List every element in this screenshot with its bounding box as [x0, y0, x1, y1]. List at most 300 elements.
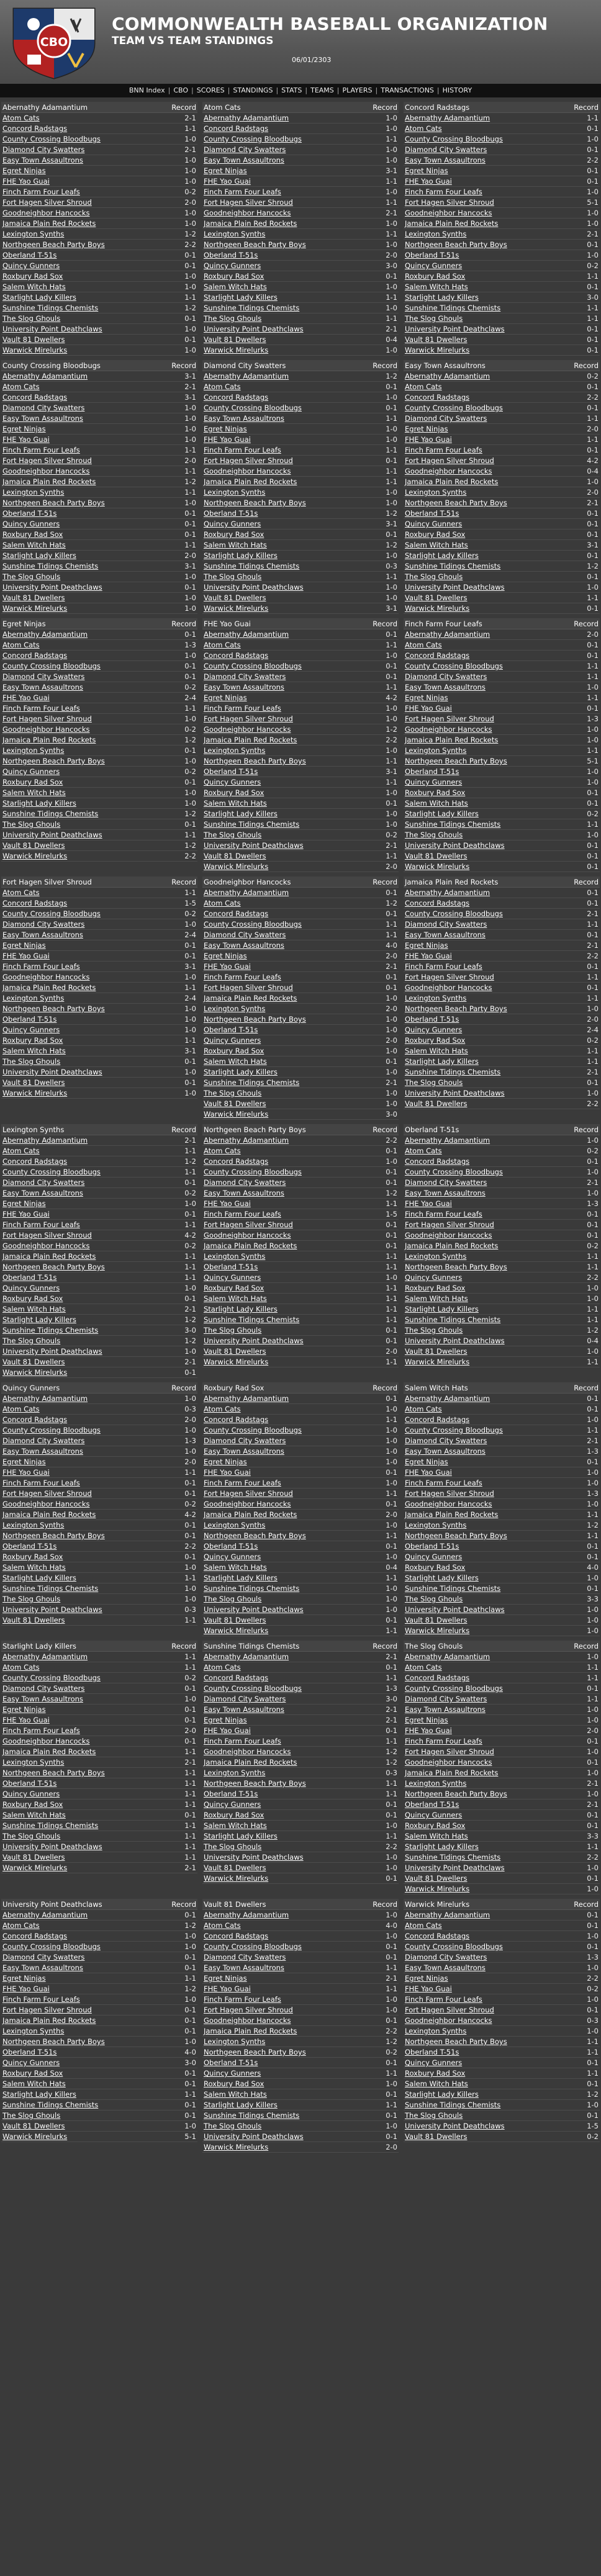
- opponent-link[interactable]: The Slog Ghouls: [405, 572, 463, 581]
- opponent-link[interactable]: Sunshine Tidings Chemists: [204, 1078, 300, 1087]
- opponent-link[interactable]: Sunshine Tidings Chemists: [2, 562, 99, 570]
- opponent-link[interactable]: Egret Ninjas: [204, 693, 247, 702]
- opponent-link[interactable]: Concord Radstags: [2, 899, 68, 907]
- opponent-link[interactable]: Concord Radstags: [405, 651, 470, 660]
- opponent-link[interactable]: Starlight Lady Killers: [405, 1305, 479, 1313]
- opponent-link[interactable]: Atom Cats: [204, 1921, 241, 1930]
- opponent-link[interactable]: Abernathy Adamantium: [204, 1136, 289, 1145]
- opponent-link[interactable]: County Crossing Bloodbugs: [2, 135, 101, 143]
- opponent-link[interactable]: Fort Hagen Silver Shroud: [405, 973, 494, 981]
- opponent-link[interactable]: Salem Witch Hats: [204, 1563, 267, 1572]
- opponent-link[interactable]: Lexington Synths: [2, 488, 65, 497]
- opponent-link[interactable]: Roxbury Rad Sox: [204, 1047, 264, 1055]
- opponent-link[interactable]: Quincy Gunners: [204, 1552, 261, 1561]
- opponent-link[interactable]: Oberland T-51s: [204, 509, 258, 518]
- opponent-link[interactable]: Fort Hagen Silver Shroud: [204, 1489, 293, 1498]
- opponent-link[interactable]: Easy Town Assaultrons: [405, 1963, 486, 1972]
- opponent-link[interactable]: Oberland T-51s: [405, 767, 459, 776]
- opponent-link[interactable]: Quincy Gunners: [2, 1790, 60, 1798]
- opponent-link[interactable]: Vault 81 Dwellers: [204, 1863, 266, 1872]
- opponent-link[interactable]: Fort Hagen Silver Shroud: [405, 2006, 494, 2014]
- opponent-link[interactable]: Starlight Lady Killers: [405, 551, 479, 560]
- opponent-link[interactable]: Jamaica Plain Red Rockets: [2, 1510, 96, 1519]
- opponent-link[interactable]: Oberland T-51s: [2, 251, 57, 259]
- opponent-link[interactable]: Quincy Gunners: [204, 1273, 261, 1282]
- opponent-link[interactable]: Quincy Gunners: [405, 520, 463, 528]
- opponent-link[interactable]: Quincy Gunners: [2, 2058, 60, 2067]
- opponent-link[interactable]: Goodneighbor Hancocks: [204, 1231, 291, 1240]
- opponent-link[interactable]: University Point Deathclaws: [2, 1842, 102, 1851]
- opponent-link[interactable]: Jamaica Plain Red Rockets: [204, 2027, 297, 2035]
- opponent-link[interactable]: Diamond City Swatters: [204, 672, 286, 681]
- opponent-link[interactable]: Warwick Mirelurks: [204, 604, 269, 613]
- opponent-link[interactable]: County Crossing Bloodbugs: [204, 1942, 302, 1951]
- opponent-link[interactable]: Quincy Gunners: [204, 261, 261, 270]
- opponent-link[interactable]: Goodneighbor Hancocks: [405, 209, 492, 217]
- opponent-link[interactable]: Abernathy Adamantium: [2, 1136, 88, 1145]
- opponent-link[interactable]: Diamond City Swatters: [204, 930, 286, 939]
- opponent-link[interactable]: Concord Radstags: [204, 1673, 269, 1682]
- opponent-link[interactable]: Jamaica Plain Red Rockets: [2, 983, 96, 992]
- opponent-link[interactable]: Atom Cats: [204, 1146, 241, 1155]
- opponent-link[interactable]: Diamond City Swatters: [405, 414, 487, 423]
- opponent-link[interactable]: Jamaica Plain Red Rockets: [2, 219, 96, 228]
- opponent-link[interactable]: Fort Hagen Silver Shroud: [204, 714, 293, 723]
- opponent-link[interactable]: Goodneighbor Hancocks: [204, 725, 291, 734]
- opponent-link[interactable]: Salem Witch Hats: [2, 282, 66, 291]
- opponent-link[interactable]: Salem Witch Hats: [204, 1821, 267, 1830]
- opponent-link[interactable]: Fort Hagen Silver Shroud: [2, 714, 92, 723]
- opponent-link[interactable]: Egret Ninjas: [2, 425, 46, 433]
- opponent-link[interactable]: Northgeen Beach Party Boys: [204, 1015, 306, 1024]
- opponent-link[interactable]: Easy Town Assaultrons: [204, 941, 284, 950]
- opponent-link[interactable]: The Slog Ghouls: [2, 2111, 61, 2120]
- opponent-link[interactable]: Concord Radstags: [2, 651, 68, 660]
- opponent-link[interactable]: FHE Yao Guai: [204, 1199, 251, 1208]
- opponent-link[interactable]: Concord Radstags: [405, 1673, 470, 1682]
- opponent-link[interactable]: Egret Ninjas: [2, 1705, 46, 1714]
- opponent-link[interactable]: The Slog Ghouls: [204, 314, 262, 323]
- opponent-link[interactable]: Fort Hagen Silver Shroud: [2, 198, 92, 207]
- opponent-link[interactable]: Salem Witch Hats: [2, 788, 66, 797]
- opponent-link[interactable]: Sunshine Tidings Chemists: [405, 1315, 501, 1324]
- opponent-link[interactable]: Vault 81 Dwellers: [2, 335, 65, 344]
- opponent-link[interactable]: Jamaica Plain Red Rockets: [2, 736, 96, 744]
- opponent-link[interactable]: Lexington Synths: [204, 746, 266, 755]
- opponent-link[interactable]: Starlight Lady Killers: [405, 809, 479, 818]
- opponent-link[interactable]: Salem Witch Hats: [204, 541, 267, 549]
- opponent-link[interactable]: Warwick Mirelurks: [204, 862, 269, 871]
- opponent-link[interactable]: Concord Radstags: [204, 1415, 269, 1424]
- opponent-link[interactable]: Egret Ninjas: [2, 1974, 46, 1983]
- opponent-link[interactable]: Diamond City Swatters: [2, 1953, 85, 1961]
- opponent-link[interactable]: Quincy Gunners: [204, 2069, 261, 2078]
- opponent-link[interactable]: The Slog Ghouls: [2, 1057, 61, 1066]
- opponent-link[interactable]: Salem Witch Hats: [204, 2090, 267, 2099]
- opponent-link[interactable]: FHE Yao Guai: [405, 952, 452, 960]
- opponent-link[interactable]: Easy Town Assaultrons: [204, 1705, 284, 1714]
- opponent-link[interactable]: Lexington Synths: [405, 1521, 467, 1529]
- opponent-link[interactable]: Atom Cats: [405, 1405, 442, 1413]
- opponent-link[interactable]: FHE Yao Guai: [405, 1984, 452, 1993]
- opponent-link[interactable]: Vault 81 Dwellers: [405, 335, 468, 344]
- opponent-link[interactable]: Lexington Synths: [405, 488, 467, 497]
- opponent-link[interactable]: Oberland T-51s: [405, 1542, 459, 1551]
- opponent-link[interactable]: Warwick Mirelurks: [204, 1626, 269, 1635]
- opponent-link[interactable]: Roxbury Rad Sox: [405, 1284, 466, 1292]
- opponent-link[interactable]: County Crossing Bloodbugs: [204, 1426, 302, 1434]
- opponent-link[interactable]: Jamaica Plain Red Rockets: [204, 736, 297, 744]
- opponent-link[interactable]: Roxbury Rad Sox: [405, 1036, 466, 1045]
- opponent-link[interactable]: Finch Farm Four Leafs: [2, 1726, 80, 1735]
- opponent-link[interactable]: Goodneighbor Hancocks: [2, 1500, 90, 1508]
- opponent-link[interactable]: Diamond City Swatters: [204, 1953, 286, 1961]
- opponent-link[interactable]: Egret Ninjas: [2, 1199, 46, 1208]
- opponent-link[interactable]: Sunshine Tidings Chemists: [2, 1584, 99, 1593]
- opponent-link[interactable]: Roxbury Rad Sox: [2, 1552, 63, 1561]
- opponent-link[interactable]: Oberland T-51s: [204, 1263, 258, 1271]
- opponent-link[interactable]: Vault 81 Dwellers: [204, 335, 266, 344]
- opponent-link[interactable]: Sunshine Tidings Chemists: [204, 304, 300, 312]
- opponent-link[interactable]: FHE Yao Guai: [204, 1984, 251, 1993]
- opponent-link[interactable]: Starlight Lady Killers: [405, 1574, 479, 1582]
- opponent-link[interactable]: University Point Deathclaws: [405, 1089, 505, 1097]
- opponent-link[interactable]: Easy Town Assaultrons: [204, 683, 284, 691]
- opponent-link[interactable]: The Slog Ghouls: [2, 572, 61, 581]
- opponent-link[interactable]: Salem Witch Hats: [405, 1832, 468, 1840]
- opponent-link[interactable]: Quincy Gunners: [405, 778, 463, 786]
- opponent-link[interactable]: Warwick Mirelurks: [204, 346, 269, 354]
- opponent-link[interactable]: FHE Yao Guai: [204, 435, 251, 444]
- opponent-link[interactable]: Oberland T-51s: [2, 1273, 57, 1282]
- opponent-link[interactable]: Finch Farm Four Leafs: [405, 1479, 482, 1487]
- opponent-link[interactable]: Jamaica Plain Red Rockets: [204, 1241, 297, 1250]
- opponent-link[interactable]: Sunshine Tidings Chemists: [2, 304, 99, 312]
- opponent-link[interactable]: Finch Farm Four Leafs: [204, 1737, 281, 1745]
- opponent-link[interactable]: Easy Town Assaultrons: [2, 1695, 83, 1703]
- opponent-link[interactable]: Lexington Synths: [204, 1252, 266, 1261]
- opponent-link[interactable]: Easy Town Assaultrons: [2, 156, 83, 164]
- opponent-link[interactable]: Northgeen Beach Party Boys: [204, 1779, 306, 1788]
- opponent-link[interactable]: Diamond City Swatters: [204, 1695, 286, 1703]
- opponent-link[interactable]: Starlight Lady Killers: [2, 551, 76, 560]
- opponent-link[interactable]: Oberland T-51s: [2, 1779, 57, 1788]
- opponent-link[interactable]: University Point Deathclaws: [204, 1336, 304, 1345]
- opponent-link[interactable]: Abernathy Adamantium: [204, 888, 289, 897]
- opponent-link[interactable]: Diamond City Swatters: [204, 1178, 286, 1187]
- opponent-link[interactable]: Fort Hagen Silver Shroud: [2, 2006, 92, 2014]
- opponent-link[interactable]: Easy Town Assaultrons: [2, 1963, 83, 1972]
- opponent-link[interactable]: Diamond City Swatters: [405, 1953, 487, 1961]
- opponent-link[interactable]: Quincy Gunners: [204, 778, 261, 786]
- opponent-link[interactable]: Sunshine Tidings Chemists: [204, 1315, 300, 1324]
- opponent-link[interactable]: University Point Deathclaws: [405, 2122, 505, 2130]
- opponent-link[interactable]: Quincy Gunners: [405, 261, 463, 270]
- opponent-link[interactable]: Goodneighbor Hancocks: [204, 1500, 291, 1508]
- opponent-link[interactable]: Goodneighbor Hancocks: [405, 1500, 492, 1508]
- opponent-link[interactable]: Concord Radstags: [204, 651, 269, 660]
- opponent-link[interactable]: Lexington Synths: [204, 2037, 266, 2046]
- opponent-link[interactable]: Warwick Mirelurks: [2, 1368, 68, 1377]
- opponent-link[interactable]: Salem Witch Hats: [2, 1563, 66, 1572]
- opponent-link[interactable]: FHE Yao Guai: [2, 1716, 50, 1724]
- opponent-link[interactable]: Salem Witch Hats: [2, 1305, 66, 1313]
- opponent-link[interactable]: Atom Cats: [2, 1921, 40, 1930]
- opponent-link[interactable]: Warwick Mirelurks: [2, 1089, 68, 1097]
- opponent-link[interactable]: Fort Hagen Silver Shroud: [204, 198, 293, 207]
- opponent-link[interactable]: Atom Cats: [2, 1405, 40, 1413]
- opponent-link[interactable]: Northgeen Beach Party Boys: [2, 757, 105, 765]
- opponent-link[interactable]: Abernathy Adamantium: [204, 1394, 289, 1403]
- opponent-link[interactable]: Northgeen Beach Party Boys: [405, 757, 507, 765]
- opponent-link[interactable]: Sunshine Tidings Chemists: [405, 1584, 501, 1593]
- opponent-link[interactable]: FHE Yao Guai: [204, 962, 251, 971]
- opponent-link[interactable]: Lexington Synths: [405, 1252, 467, 1261]
- opponent-link[interactable]: Atom Cats: [405, 1146, 442, 1155]
- opponent-link[interactable]: Starlight Lady Killers: [2, 799, 76, 808]
- opponent-link[interactable]: The Slog Ghouls: [2, 820, 61, 829]
- opponent-link[interactable]: Finch Farm Four Leafs: [405, 1737, 482, 1745]
- opponent-link[interactable]: University Point Deathclaws: [204, 841, 304, 850]
- opponent-link[interactable]: Goodneighbor Hancocks: [405, 1758, 492, 1767]
- opponent-link[interactable]: Warwick Mirelurks: [2, 346, 68, 354]
- opponent-link[interactable]: Jamaica Plain Red Rockets: [204, 994, 297, 1002]
- opponent-link[interactable]: Abernathy Adamantium: [204, 630, 289, 639]
- opponent-link[interactable]: Jamaica Plain Red Rockets: [2, 1747, 96, 1756]
- opponent-link[interactable]: Sunshine Tidings Chemists: [2, 809, 99, 818]
- opponent-link[interactable]: Goodneighbor Hancocks: [204, 2016, 291, 2025]
- opponent-link[interactable]: Northgeen Beach Party Boys: [2, 1768, 105, 1777]
- opponent-link[interactable]: County Crossing Bloodbugs: [204, 662, 302, 670]
- opponent-link[interactable]: Abernathy Adamantium: [2, 372, 88, 381]
- opponent-link[interactable]: Northgeen Beach Party Boys: [2, 498, 105, 507]
- opponent-link[interactable]: Finch Farm Four Leafs: [204, 1210, 281, 1218]
- opponent-link[interactable]: Goodneighbor Hancocks: [2, 467, 90, 475]
- opponent-link[interactable]: Lexington Synths: [2, 1521, 65, 1529]
- opponent-link[interactable]: Northgeen Beach Party Boys: [204, 498, 306, 507]
- opponent-link[interactable]: Roxbury Rad Sox: [405, 530, 466, 539]
- opponent-link[interactable]: FHE Yao Guai: [204, 1468, 251, 1477]
- opponent-link[interactable]: University Point Deathclaws: [2, 831, 102, 839]
- opponent-link[interactable]: Roxbury Rad Sox: [204, 1811, 264, 1819]
- opponent-link[interactable]: Atom Cats: [405, 124, 442, 133]
- opponent-link[interactable]: Warwick Mirelurks: [2, 2132, 68, 2141]
- opponent-link[interactable]: Lexington Synths: [2, 994, 65, 1002]
- opponent-link[interactable]: Atom Cats: [2, 1663, 40, 1672]
- opponent-link[interactable]: Oberland T-51s: [204, 2058, 258, 2067]
- opponent-link[interactable]: County Crossing Bloodbugs: [405, 1426, 503, 1434]
- opponent-link[interactable]: Fort Hagen Silver Shroud: [204, 456, 293, 465]
- opponent-link[interactable]: Northgeen Beach Party Boys: [204, 1531, 306, 1540]
- opponent-link[interactable]: Fort Hagen Silver Shroud: [405, 1220, 494, 1229]
- opponent-link[interactable]: Roxbury Rad Sox: [405, 1563, 466, 1572]
- opponent-link[interactable]: Roxbury Rad Sox: [204, 788, 264, 797]
- nav-item-transactions[interactable]: TRANSACTIONS: [381, 86, 434, 94]
- opponent-link[interactable]: Fort Hagen Silver Shroud: [405, 714, 494, 723]
- opponent-link[interactable]: County Crossing Bloodbugs: [2, 1942, 101, 1951]
- opponent-link[interactable]: Starlight Lady Killers: [2, 2090, 76, 2099]
- opponent-link[interactable]: Oberland T-51s: [204, 1542, 258, 1551]
- opponent-link[interactable]: Roxbury Rad Sox: [204, 530, 264, 539]
- opponent-link[interactable]: Starlight Lady Killers: [2, 1574, 76, 1582]
- opponent-link[interactable]: Abernathy Adamantium: [204, 114, 289, 122]
- opponent-link[interactable]: Easy Town Assaultrons: [204, 1447, 284, 1456]
- nav-item-bnn-index[interactable]: BNN Index: [129, 86, 165, 94]
- opponent-link[interactable]: University Point Deathclaws: [405, 1605, 505, 1614]
- nav-item-players[interactable]: PLAYERS: [342, 86, 373, 94]
- opponent-link[interactable]: Abernathy Adamantium: [405, 1652, 490, 1661]
- opponent-link[interactable]: County Crossing Bloodbugs: [405, 662, 503, 670]
- opponent-link[interactable]: County Crossing Bloodbugs: [2, 909, 101, 918]
- opponent-link[interactable]: Atom Cats: [405, 641, 442, 649]
- opponent-link[interactable]: Sunshine Tidings Chemists: [204, 2111, 300, 2120]
- opponent-link[interactable]: Salem Witch Hats: [2, 541, 66, 549]
- opponent-link[interactable]: Vault 81 Dwellers: [2, 841, 65, 850]
- opponent-link[interactable]: Sunshine Tidings Chemists: [405, 1068, 501, 1076]
- opponent-link[interactable]: Starlight Lady Killers: [204, 1574, 278, 1582]
- opponent-link[interactable]: Northgeen Beach Party Boys: [405, 1004, 507, 1013]
- opponent-link[interactable]: Atom Cats: [405, 1663, 442, 1672]
- opponent-link[interactable]: Starlight Lady Killers: [405, 2090, 479, 2099]
- opponent-link[interactable]: Atom Cats: [2, 641, 40, 649]
- opponent-link[interactable]: Warwick Mirelurks: [405, 1626, 470, 1635]
- opponent-link[interactable]: Starlight Lady Killers: [405, 1842, 479, 1851]
- opponent-link[interactable]: Lexington Synths: [204, 1521, 266, 1529]
- opponent-link[interactable]: Finch Farm Four Leafs: [204, 446, 281, 454]
- opponent-link[interactable]: Diamond City Swatters: [405, 145, 487, 154]
- opponent-link[interactable]: Fort Hagen Silver Shroud: [2, 456, 92, 465]
- opponent-link[interactable]: Egret Ninjas: [405, 166, 448, 175]
- opponent-link[interactable]: University Point Deathclaws: [2, 1605, 102, 1614]
- opponent-link[interactable]: Warwick Mirelurks: [204, 1874, 269, 1883]
- opponent-link[interactable]: Finch Farm Four Leafs: [204, 1995, 281, 2004]
- opponent-link[interactable]: Vault 81 Dwellers: [2, 1358, 65, 1366]
- opponent-link[interactable]: Vault 81 Dwellers: [2, 593, 65, 602]
- opponent-link[interactable]: Diamond City Swatters: [405, 672, 487, 681]
- opponent-link[interactable]: University Point Deathclaws: [2, 583, 102, 592]
- opponent-link[interactable]: Oberland T-51s: [204, 767, 258, 776]
- opponent-link[interactable]: Salem Witch Hats: [405, 541, 468, 549]
- opponent-link[interactable]: Egret Ninjas: [405, 1457, 448, 1466]
- opponent-link[interactable]: Roxbury Rad Sox: [2, 1800, 63, 1809]
- opponent-link[interactable]: Warwick Mirelurks: [204, 1110, 269, 1119]
- opponent-link[interactable]: University Point Deathclaws: [204, 2132, 304, 2141]
- opponent-link[interactable]: Salem Witch Hats: [405, 1047, 468, 1055]
- opponent-link[interactable]: The Slog Ghouls: [2, 1336, 61, 1345]
- opponent-link[interactable]: Goodneighbor Hancocks: [204, 209, 291, 217]
- opponent-link[interactable]: Warwick Mirelurks: [405, 862, 470, 871]
- opponent-link[interactable]: Finch Farm Four Leafs: [2, 187, 80, 196]
- opponent-link[interactable]: Egret Ninjas: [2, 1457, 46, 1466]
- opponent-link[interactable]: Starlight Lady Killers: [405, 293, 479, 302]
- opponent-link[interactable]: Abernathy Adamantium: [2, 1911, 88, 1919]
- opponent-link[interactable]: Egret Ninjas: [2, 941, 46, 950]
- opponent-link[interactable]: Goodneighbor Hancocks: [405, 725, 492, 734]
- opponent-link[interactable]: Jamaica Plain Red Rockets: [405, 1510, 499, 1519]
- opponent-link[interactable]: The Slog Ghouls: [204, 831, 262, 839]
- opponent-link[interactable]: Concord Radstags: [204, 124, 269, 133]
- opponent-link[interactable]: Jamaica Plain Red Rockets: [2, 1252, 96, 1261]
- opponent-link[interactable]: Lexington Synths: [405, 994, 467, 1002]
- opponent-link[interactable]: Concord Radstags: [204, 909, 269, 918]
- opponent-link[interactable]: Abernathy Adamantium: [204, 1652, 289, 1661]
- opponent-link[interactable]: Concord Radstags: [2, 1932, 68, 1940]
- opponent-link[interactable]: Abernathy Adamantium: [405, 1394, 490, 1403]
- opponent-link[interactable]: Jamaica Plain Red Rockets: [405, 736, 499, 744]
- opponent-link[interactable]: Salem Witch Hats: [2, 1811, 66, 1819]
- opponent-link[interactable]: FHE Yao Guai: [405, 1726, 452, 1735]
- opponent-link[interactable]: The Slog Ghouls: [204, 2122, 262, 2130]
- opponent-link[interactable]: Sunshine Tidings Chemists: [2, 2101, 99, 2109]
- opponent-link[interactable]: Warwick Mirelurks: [2, 1863, 68, 1872]
- opponent-link[interactable]: Warwick Mirelurks: [405, 1885, 470, 1893]
- opponent-link[interactable]: Starlight Lady Killers: [204, 809, 278, 818]
- opponent-link[interactable]: Northgeen Beach Party Boys: [405, 240, 507, 249]
- opponent-link[interactable]: County Crossing Bloodbugs: [405, 1684, 503, 1693]
- opponent-link[interactable]: Vault 81 Dwellers: [405, 2132, 468, 2141]
- opponent-link[interactable]: Finch Farm Four Leafs: [405, 187, 482, 196]
- opponent-link[interactable]: Jamaica Plain Red Rockets: [204, 477, 297, 486]
- opponent-link[interactable]: University Point Deathclaws: [405, 325, 505, 333]
- opponent-link[interactable]: Jamaica Plain Red Rockets: [405, 1241, 499, 1250]
- opponent-link[interactable]: Diamond City Swatters: [405, 1178, 487, 1187]
- opponent-link[interactable]: Concord Radstags: [2, 1157, 68, 1166]
- opponent-link[interactable]: FHE Yao Guai: [405, 177, 452, 186]
- opponent-link[interactable]: Fort Hagen Silver Shroud: [405, 198, 494, 207]
- opponent-link[interactable]: Northgeen Beach Party Boys: [2, 1004, 105, 1013]
- opponent-link[interactable]: Northgeen Beach Party Boys: [204, 240, 306, 249]
- opponent-link[interactable]: Warwick Mirelurks: [204, 1358, 269, 1366]
- opponent-link[interactable]: Fort Hagen Silver Shroud: [2, 1231, 92, 1240]
- opponent-link[interactable]: Salem Witch Hats: [204, 1294, 267, 1303]
- opponent-link[interactable]: Sunshine Tidings Chemists: [405, 2101, 501, 2109]
- opponent-link[interactable]: Concord Radstags: [204, 393, 269, 402]
- opponent-link[interactable]: Roxbury Rad Sox: [204, 1284, 264, 1292]
- opponent-link[interactable]: Finch Farm Four Leafs: [2, 704, 80, 713]
- nav-item-teams[interactable]: TEAMS: [310, 86, 334, 94]
- opponent-link[interactable]: Atom Cats: [204, 1663, 241, 1672]
- opponent-link[interactable]: Starlight Lady Killers: [204, 293, 278, 302]
- opponent-link[interactable]: Goodneighbor Hancocks: [405, 1231, 492, 1240]
- opponent-link[interactable]: University Point Deathclaws: [405, 1863, 505, 1872]
- opponent-link[interactable]: Fort Hagen Silver Shroud: [204, 2006, 293, 2014]
- opponent-link[interactable]: Finch Farm Four Leafs: [204, 973, 281, 981]
- opponent-link[interactable]: Oberland T-51s: [405, 1015, 459, 1024]
- opponent-link[interactable]: Easy Town Assaultrons: [204, 1189, 284, 1197]
- opponent-link[interactable]: Concord Radstags: [405, 393, 470, 402]
- opponent-link[interactable]: Oberland T-51s: [2, 1542, 57, 1551]
- opponent-link[interactable]: Quincy Gunners: [405, 1811, 463, 1819]
- opponent-link[interactable]: University Point Deathclaws: [204, 1853, 304, 1862]
- opponent-link[interactable]: University Point Deathclaws: [204, 583, 304, 592]
- opponent-link[interactable]: Lexington Synths: [405, 746, 467, 755]
- opponent-link[interactable]: Vault 81 Dwellers: [2, 1853, 65, 1862]
- opponent-link[interactable]: Abernathy Adamantium: [405, 888, 490, 897]
- opponent-link[interactable]: County Crossing Bloodbugs: [204, 403, 302, 412]
- opponent-link[interactable]: Lexington Synths: [204, 488, 266, 497]
- opponent-link[interactable]: Atom Cats: [204, 382, 241, 391]
- opponent-link[interactable]: The Slog Ghouls: [2, 314, 61, 323]
- opponent-link[interactable]: Jamaica Plain Red Rockets: [405, 1768, 499, 1777]
- opponent-link[interactable]: FHE Yao Guai: [204, 177, 251, 186]
- opponent-link[interactable]: Starlight Lady Killers: [204, 551, 278, 560]
- opponent-link[interactable]: Quincy Gunners: [405, 1552, 463, 1561]
- opponent-link[interactable]: Lexington Synths: [2, 746, 65, 755]
- opponent-link[interactable]: Finch Farm Four Leafs: [204, 187, 281, 196]
- opponent-link[interactable]: Concord Radstags: [204, 1157, 269, 1166]
- opponent-link[interactable]: The Slog Ghouls: [2, 1832, 61, 1840]
- opponent-link[interactable]: Easy Town Assaultrons: [2, 414, 83, 423]
